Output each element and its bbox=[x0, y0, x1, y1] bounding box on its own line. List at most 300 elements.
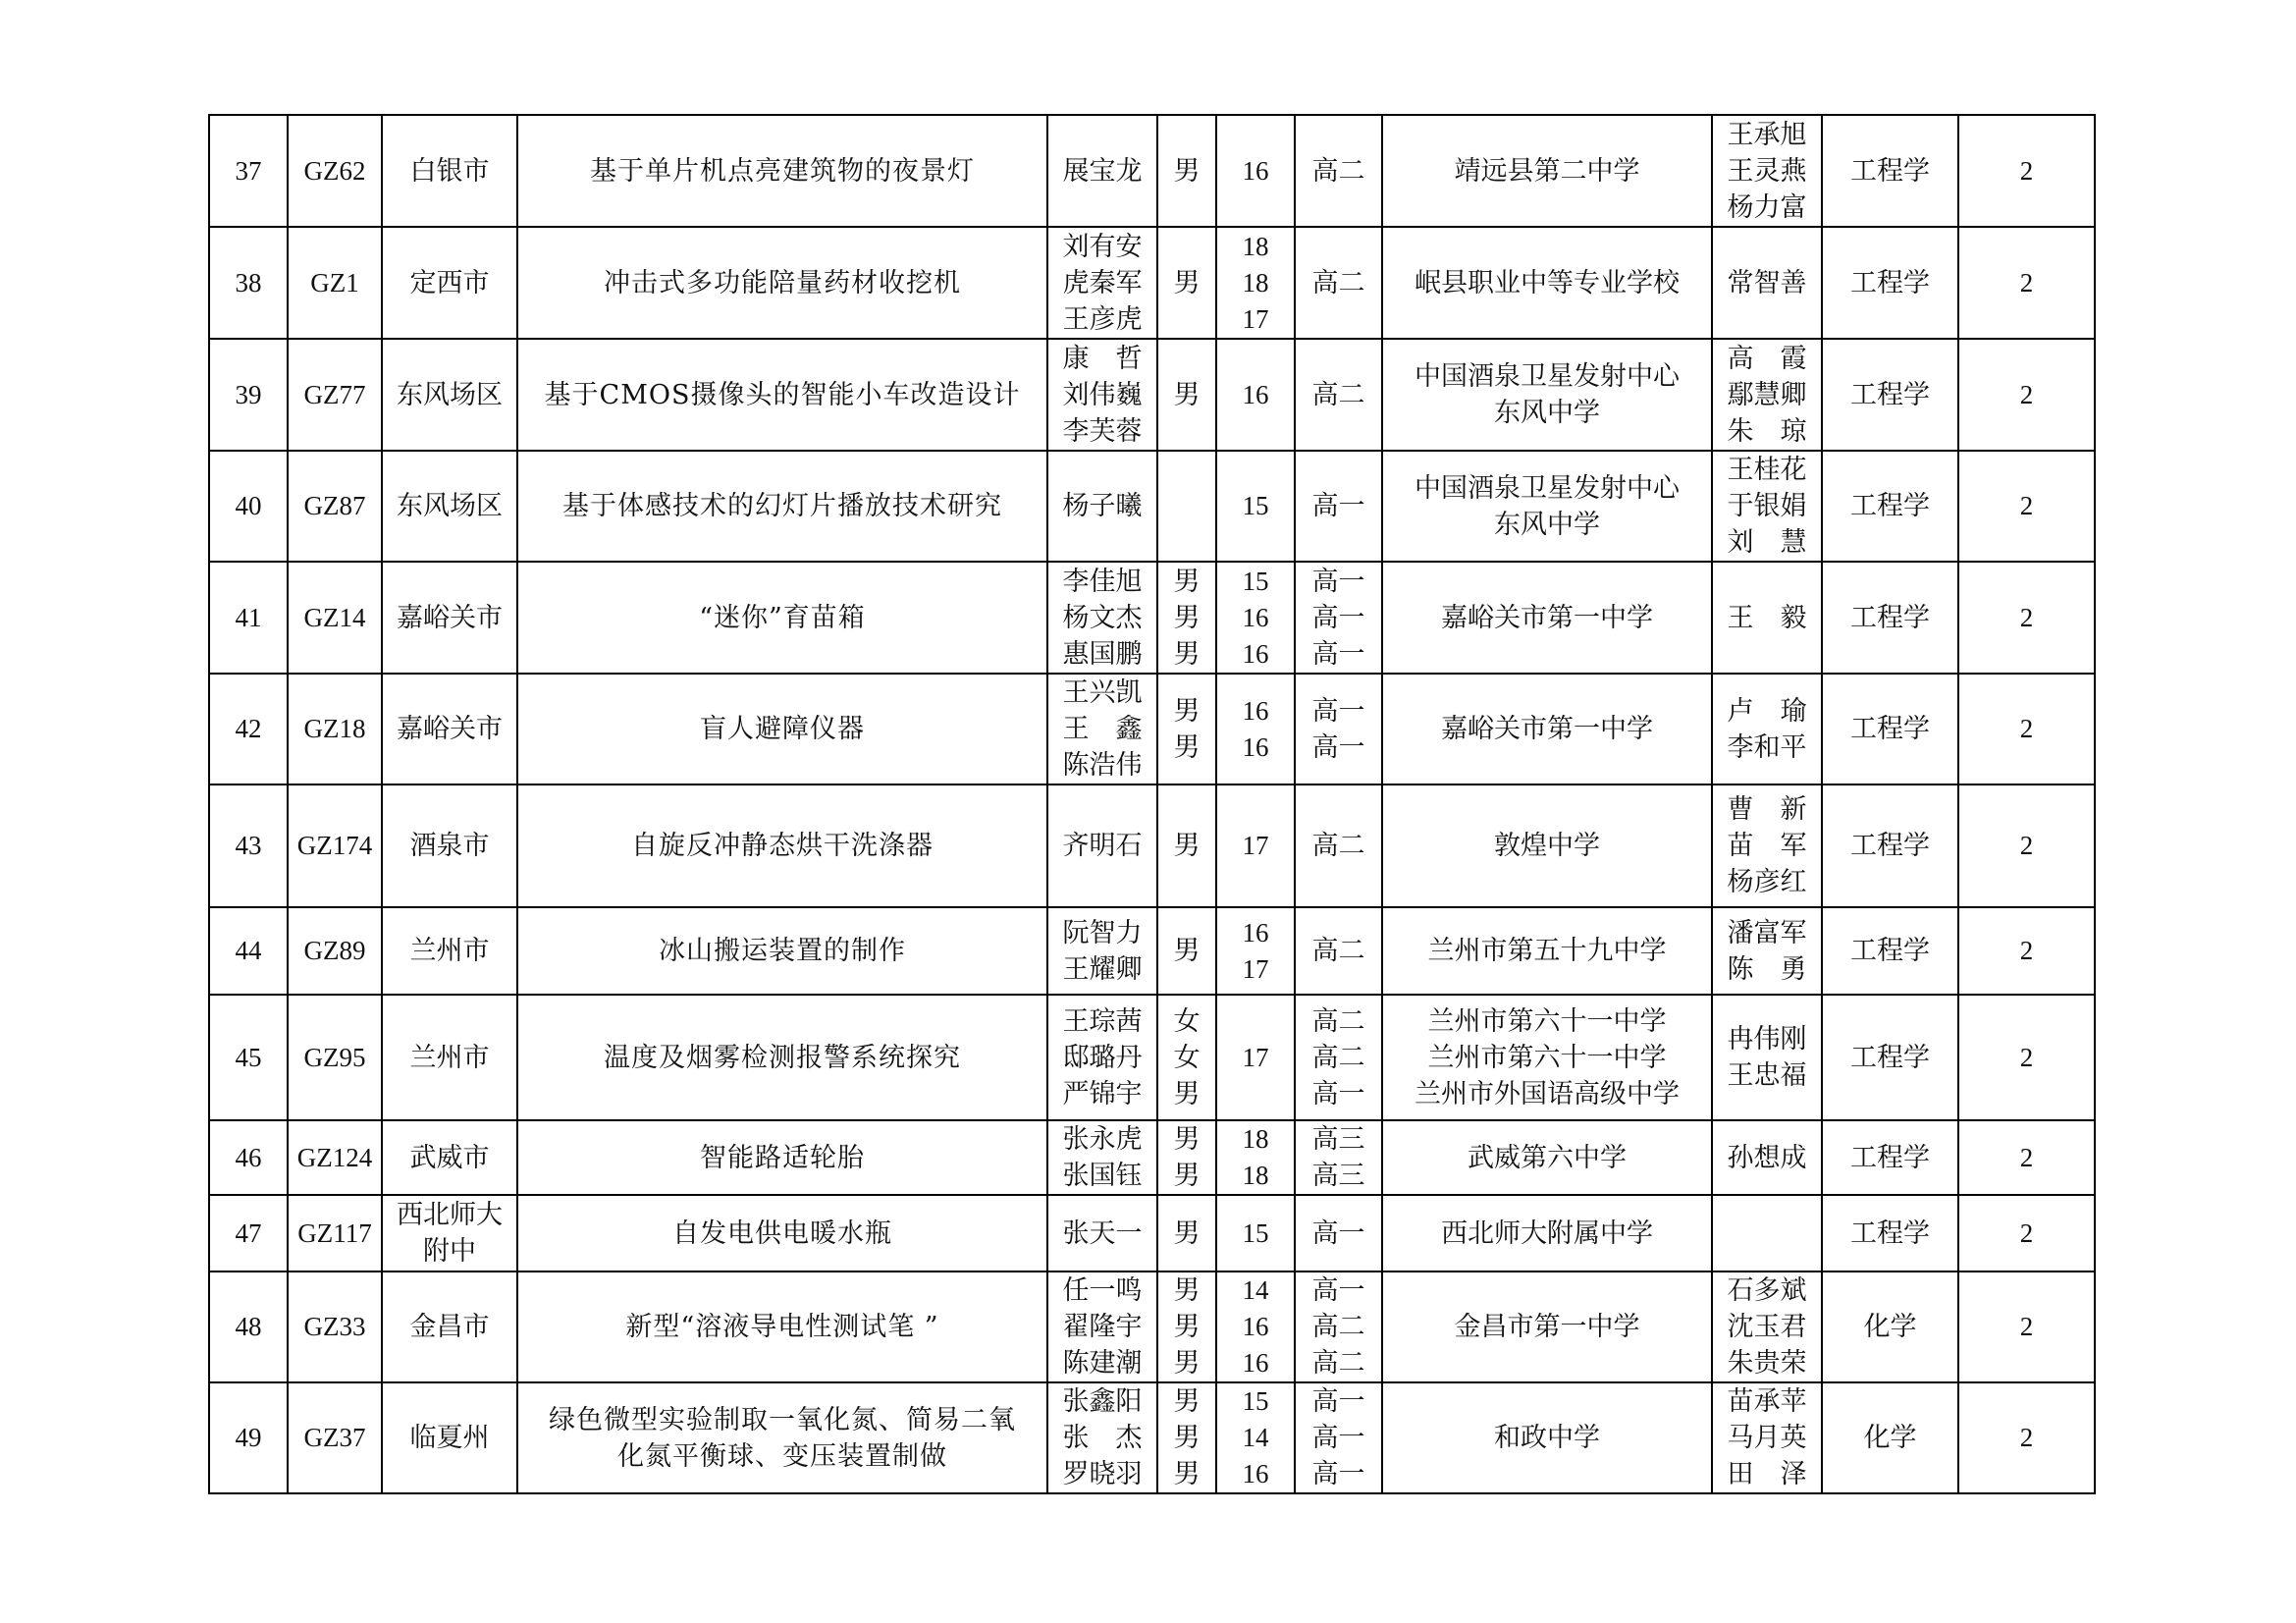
category: 2 bbox=[1958, 115, 2095, 227]
student-gender bbox=[1157, 227, 1216, 339]
teacher-names-line: 田 泽 bbox=[1727, 1459, 1807, 1489]
school-name bbox=[1382, 1382, 1712, 1493]
project-title bbox=[517, 1271, 1047, 1382]
student-gender-line: 男 bbox=[1173, 1423, 1201, 1453]
student-age bbox=[1216, 1120, 1295, 1195]
subject: 工程学 bbox=[1822, 562, 1958, 674]
student-names-line: 王兴凯 bbox=[1062, 677, 1143, 708]
student-grade bbox=[1295, 995, 1382, 1120]
table-row bbox=[209, 1195, 2095, 1271]
student-names bbox=[1047, 784, 1157, 907]
student-grade-line: 高一 bbox=[1311, 638, 1365, 670]
student-names-line: 邸璐丹 bbox=[1062, 1042, 1143, 1073]
project-title-line: 冰山搬运装置的制作 bbox=[659, 936, 906, 966]
student-names-line: 王 鑫 bbox=[1062, 714, 1143, 744]
student-age bbox=[1216, 562, 1295, 674]
teacher-names-line: 杨力富 bbox=[1727, 191, 1807, 223]
project-title bbox=[517, 907, 1047, 995]
subject: 化学 bbox=[1822, 1382, 1958, 1493]
school-name bbox=[1382, 562, 1712, 674]
student-age bbox=[1216, 339, 1295, 451]
student-grade-line: 高二 bbox=[1311, 1042, 1365, 1073]
student-grade-line: 高二 bbox=[1311, 155, 1365, 187]
project-code: GZ37 bbox=[288, 1382, 382, 1493]
student-grade-line: 高一 bbox=[1311, 695, 1365, 727]
teacher-names-line: 王承旭 bbox=[1727, 119, 1807, 150]
student-names-line: 张国钰 bbox=[1062, 1161, 1143, 1191]
student-age bbox=[1216, 451, 1295, 562]
school-name-line: 东风中学 bbox=[1494, 509, 1600, 540]
student-gender-line: 男 bbox=[1173, 638, 1201, 670]
table-body bbox=[209, 115, 2095, 1493]
table-row bbox=[209, 1120, 2095, 1195]
project-code: GZ33 bbox=[288, 1271, 382, 1382]
student-names-line: 刘有安 bbox=[1062, 231, 1143, 262]
teacher-names bbox=[1712, 115, 1822, 227]
category: 2 bbox=[1958, 995, 2095, 1120]
student-gender-line: 男 bbox=[1173, 267, 1201, 298]
region: 嘉峪关市 bbox=[382, 562, 517, 674]
region: 东风场区 bbox=[382, 339, 517, 451]
table-row bbox=[209, 562, 2095, 674]
project-code: GZ77 bbox=[288, 339, 382, 451]
student-age bbox=[1216, 995, 1295, 1120]
teacher-names-line: 冉伟刚 bbox=[1727, 1024, 1807, 1055]
project-code: GZ18 bbox=[288, 674, 382, 784]
school-name-line: 嘉峪关市第一中学 bbox=[1441, 714, 1653, 744]
project-title bbox=[517, 1195, 1047, 1271]
school-name bbox=[1382, 339, 1712, 451]
row-number: 48 bbox=[209, 1271, 288, 1382]
student-age-line: 16 bbox=[1242, 1312, 1269, 1341]
teacher-names-line: 王忠福 bbox=[1727, 1060, 1807, 1091]
student-age bbox=[1216, 907, 1295, 995]
table-row bbox=[209, 339, 2095, 451]
student-names bbox=[1047, 1195, 1157, 1271]
project-title bbox=[517, 562, 1047, 674]
row-number: 42 bbox=[209, 674, 288, 784]
teacher-names bbox=[1712, 674, 1822, 784]
student-grade bbox=[1295, 227, 1382, 339]
school-name-line: 西北师大附属中学 bbox=[1441, 1217, 1653, 1249]
student-grade-line: 高二 bbox=[1311, 831, 1365, 861]
student-names bbox=[1047, 1120, 1157, 1195]
category: 2 bbox=[1958, 1195, 2095, 1271]
student-gender-line: 男 bbox=[1173, 936, 1201, 966]
student-age-line: 18 bbox=[1242, 1161, 1269, 1190]
row-number: 38 bbox=[209, 227, 288, 339]
student-grade-line: 高二 bbox=[1311, 1005, 1365, 1037]
region: 武威市 bbox=[382, 1120, 517, 1195]
school-name-line: 嘉峪关市第一中学 bbox=[1441, 602, 1653, 633]
project-title bbox=[517, 1120, 1047, 1195]
project-title-line: 基于单片机点亮建筑物的夜景灯 bbox=[590, 155, 975, 187]
school-name-line: 敦煌中学 bbox=[1494, 831, 1600, 861]
student-gender bbox=[1157, 115, 1216, 227]
teacher-names bbox=[1712, 784, 1822, 907]
region: 东风场区 bbox=[382, 451, 517, 562]
school-name-line: 兰州市第六十一中学 bbox=[1427, 1005, 1667, 1037]
student-grade-line: 高二 bbox=[1311, 1312, 1365, 1342]
student-age-line: 17 bbox=[1242, 831, 1269, 860]
teacher-names-line: 朱 琼 bbox=[1727, 415, 1807, 447]
student-grade-line: 高三 bbox=[1311, 1124, 1365, 1155]
school-name-line: 兰州市外国语高级中学 bbox=[1415, 1078, 1680, 1109]
student-age-line: 16 bbox=[1242, 1348, 1269, 1378]
school-name-line: 靖远县第二中学 bbox=[1454, 155, 1640, 187]
teacher-names bbox=[1712, 907, 1822, 995]
region: 兰州市 bbox=[382, 995, 517, 1120]
student-names bbox=[1047, 674, 1157, 784]
student-gender-line: 男 bbox=[1173, 1275, 1201, 1306]
student-names-line: 杨子曦 bbox=[1062, 491, 1143, 521]
project-code: GZ62 bbox=[288, 115, 382, 227]
student-age bbox=[1216, 1195, 1295, 1271]
teacher-names-line: 朱贵荣 bbox=[1727, 1348, 1807, 1379]
student-names-line: 张永虎 bbox=[1062, 1124, 1143, 1155]
student-age bbox=[1216, 1382, 1295, 1493]
school-name bbox=[1382, 995, 1712, 1120]
school-name-line: 和政中学 bbox=[1494, 1423, 1600, 1453]
teacher-names bbox=[1712, 995, 1822, 1120]
student-grade-line: 高三 bbox=[1311, 1161, 1365, 1191]
teacher-names bbox=[1712, 339, 1822, 451]
student-names bbox=[1047, 339, 1157, 451]
table-row bbox=[209, 227, 2095, 339]
row-number: 44 bbox=[209, 907, 288, 995]
school-name-line: 兰州市第六十一中学 bbox=[1427, 1042, 1667, 1073]
student-gender-line: 男 bbox=[1173, 379, 1201, 410]
subject: 工程学 bbox=[1822, 339, 1958, 451]
student-gender bbox=[1157, 339, 1216, 451]
project-title-line: 冲击式多功能陪量药材收挖机 bbox=[604, 267, 961, 298]
student-age-line: 18 bbox=[1242, 1124, 1269, 1154]
school-name bbox=[1382, 115, 1712, 227]
student-age-line: 15 bbox=[1242, 1386, 1269, 1416]
teacher-names-line: 杨彦红 bbox=[1727, 867, 1807, 897]
student-names bbox=[1047, 1271, 1157, 1382]
category: 2 bbox=[1958, 1120, 2095, 1195]
teacher-names bbox=[1712, 1195, 1822, 1271]
student-gender-line: 女 bbox=[1173, 1042, 1201, 1073]
teacher-names-line: 高 霞 bbox=[1727, 343, 1807, 374]
student-grade-line: 高一 bbox=[1311, 1459, 1365, 1489]
table-row bbox=[209, 995, 2095, 1120]
table-row bbox=[209, 115, 2095, 227]
student-age-line: 17 bbox=[1242, 1042, 1269, 1072]
teacher-names-line: 王桂花 bbox=[1727, 455, 1807, 485]
student-names-line: 翟隆宇 bbox=[1062, 1312, 1143, 1342]
student-names bbox=[1047, 227, 1157, 339]
student-names-line: 罗晓羽 bbox=[1062, 1459, 1143, 1489]
student-gender-line: 男 bbox=[1173, 731, 1201, 763]
student-gender bbox=[1157, 1382, 1216, 1493]
project-code: GZ1 bbox=[288, 227, 382, 339]
project-title bbox=[517, 451, 1047, 562]
project-title-line: 自旋反冲静态烘干洗涤器 bbox=[631, 831, 934, 861]
school-name bbox=[1382, 907, 1712, 995]
student-gender-line: 男 bbox=[1173, 602, 1201, 633]
table-row bbox=[209, 1382, 2095, 1493]
category: 2 bbox=[1958, 907, 2095, 995]
project-title bbox=[517, 1382, 1047, 1493]
row-number: 40 bbox=[209, 451, 288, 562]
subject: 工程学 bbox=[1822, 1120, 1958, 1195]
row-number: 37 bbox=[209, 115, 288, 227]
student-age-line: 16 bbox=[1242, 1459, 1269, 1488]
teacher-names-line: 李和平 bbox=[1727, 731, 1807, 763]
teacher-names-line: 王 毅 bbox=[1727, 602, 1807, 633]
student-names-line: 李芙蓉 bbox=[1062, 415, 1143, 447]
school-name-line: 金昌市第一中学 bbox=[1454, 1312, 1640, 1342]
region: 金昌市 bbox=[382, 1271, 517, 1382]
student-grade-line: 高二 bbox=[1311, 379, 1365, 410]
student-age-line: 15 bbox=[1242, 491, 1269, 520]
teacher-names-line: 鄢慧卿 bbox=[1727, 379, 1807, 410]
project-title bbox=[517, 784, 1047, 907]
school-name bbox=[1382, 1195, 1712, 1271]
project-code: GZ89 bbox=[288, 907, 382, 995]
award-table bbox=[208, 114, 2096, 1494]
student-grade bbox=[1295, 339, 1382, 451]
region: 白银市 bbox=[382, 115, 517, 227]
school-name-line: 武威第六中学 bbox=[1468, 1142, 1627, 1173]
teacher-names-line: 陈 勇 bbox=[1727, 953, 1807, 985]
teacher-names-line: 孙想成 bbox=[1727, 1142, 1807, 1173]
region: 酒泉市 bbox=[382, 784, 517, 907]
school-name-line: 东风中学 bbox=[1494, 398, 1600, 428]
project-title-line: 智能路适轮胎 bbox=[700, 1142, 865, 1173]
region: 临夏州 bbox=[382, 1382, 517, 1493]
row-number: 39 bbox=[209, 339, 288, 451]
subject: 工程学 bbox=[1822, 784, 1958, 907]
category: 2 bbox=[1958, 227, 2095, 339]
student-gender bbox=[1157, 784, 1216, 907]
school-name bbox=[1382, 784, 1712, 907]
student-grade bbox=[1295, 674, 1382, 784]
student-names bbox=[1047, 115, 1157, 227]
teacher-names-line: 苗 军 bbox=[1727, 831, 1807, 861]
student-grade bbox=[1295, 784, 1382, 907]
project-title-line: 基于体感技术的幻灯片播放技术研究 bbox=[562, 491, 1002, 521]
student-gender bbox=[1157, 674, 1216, 784]
student-names bbox=[1047, 995, 1157, 1120]
row-number: 49 bbox=[209, 1382, 288, 1493]
table-row bbox=[209, 784, 2095, 907]
project-title-line: 温度及烟雾检测报警系统探究 bbox=[604, 1042, 961, 1073]
student-age bbox=[1216, 227, 1295, 339]
student-gender bbox=[1157, 1271, 1216, 1382]
student-names bbox=[1047, 451, 1157, 562]
student-gender bbox=[1157, 1120, 1216, 1195]
subject: 工程学 bbox=[1822, 227, 1958, 339]
subject: 工程学 bbox=[1822, 1195, 1958, 1271]
student-names-line: 刘伟巍 bbox=[1062, 379, 1143, 410]
category: 2 bbox=[1958, 451, 2095, 562]
student-grade-line: 高一 bbox=[1311, 602, 1365, 633]
student-names-line: 杨文杰 bbox=[1062, 602, 1143, 633]
student-grade bbox=[1295, 1271, 1382, 1382]
student-names-line: 齐明石 bbox=[1062, 831, 1143, 861]
student-age-line: 16 bbox=[1242, 155, 1269, 186]
student-age-line: 14 bbox=[1242, 1275, 1269, 1305]
row-number: 46 bbox=[209, 1120, 288, 1195]
student-gender-line: 男 bbox=[1173, 1348, 1201, 1379]
project-title-line: 化氮平衡球、变压装置制做 bbox=[617, 1440, 947, 1472]
student-gender bbox=[1157, 995, 1216, 1120]
teacher-names bbox=[1712, 1271, 1822, 1382]
student-grade-line: 高一 bbox=[1311, 1423, 1365, 1453]
table-row bbox=[209, 1271, 2095, 1382]
project-title-line: 绿色微型实验制取一氧化氮、简易二氧 bbox=[549, 1404, 1016, 1435]
student-gender bbox=[1157, 907, 1216, 995]
region: 定西市 bbox=[382, 227, 517, 339]
teacher-names-line: 曹 新 bbox=[1727, 794, 1807, 825]
project-code: GZ124 bbox=[288, 1120, 382, 1195]
student-names-line: 王耀卿 bbox=[1062, 953, 1143, 985]
student-grade bbox=[1295, 451, 1382, 562]
teacher-names bbox=[1712, 227, 1822, 339]
student-age-line: 18 bbox=[1242, 231, 1269, 261]
row-number: 47 bbox=[209, 1195, 288, 1271]
student-gender-line: 男 bbox=[1173, 695, 1201, 727]
table-row bbox=[209, 907, 2095, 995]
student-grade bbox=[1295, 562, 1382, 674]
student-grade bbox=[1295, 1382, 1382, 1493]
school-name-line: 岷县职业中等专业学校 bbox=[1415, 267, 1680, 298]
subject: 工程学 bbox=[1822, 451, 1958, 562]
teacher-names-line: 卢 瑜 bbox=[1727, 695, 1807, 727]
student-age-line: 15 bbox=[1242, 1217, 1269, 1248]
project-title bbox=[517, 674, 1047, 784]
teacher-names-line: 沈玉君 bbox=[1727, 1312, 1807, 1342]
student-names-line: 任一鸣 bbox=[1062, 1275, 1143, 1306]
student-names-line: 展宝龙 bbox=[1062, 155, 1143, 187]
project-title bbox=[517, 339, 1047, 451]
student-names-line: 虎秦军 bbox=[1062, 267, 1143, 298]
student-grade-line: 高二 bbox=[1311, 1348, 1365, 1379]
student-gender-line: 男 bbox=[1173, 1161, 1201, 1191]
project-code: GZ14 bbox=[288, 562, 382, 674]
student-names-line: 严锦宇 bbox=[1062, 1078, 1143, 1109]
project-title-line: 新型“溶液导电性测试笔 ” bbox=[625, 1312, 939, 1342]
student-gender-line: 男 bbox=[1173, 1124, 1201, 1155]
table-row bbox=[209, 674, 2095, 784]
student-age bbox=[1216, 674, 1295, 784]
teacher-names-line: 石多斌 bbox=[1727, 1275, 1807, 1306]
school-name bbox=[1382, 451, 1712, 562]
student-names-line: 张鑫阳 bbox=[1062, 1386, 1143, 1417]
student-gender-line: 男 bbox=[1173, 155, 1201, 187]
student-names bbox=[1047, 907, 1157, 995]
school-name bbox=[1382, 1120, 1712, 1195]
student-gender-line: 女 bbox=[1173, 1005, 1201, 1037]
student-gender-line: 男 bbox=[1173, 1386, 1201, 1417]
project-code: GZ95 bbox=[288, 995, 382, 1120]
project-title-line: 基于CMOS摄像头的智能小车改造设计 bbox=[544, 379, 1021, 410]
student-age-line: 17 bbox=[1242, 953, 1269, 984]
student-gender bbox=[1157, 1195, 1216, 1271]
student-age bbox=[1216, 1271, 1295, 1382]
school-name bbox=[1382, 674, 1712, 784]
student-age-line: 14 bbox=[1242, 1423, 1269, 1452]
student-gender bbox=[1157, 562, 1216, 674]
region: 西北师大附中 bbox=[382, 1195, 517, 1271]
teacher-names-line: 马月英 bbox=[1727, 1423, 1807, 1453]
teacher-names bbox=[1712, 562, 1822, 674]
project-title-line: 盲人避障仪器 bbox=[700, 714, 865, 744]
teacher-names-line: 潘富军 bbox=[1727, 917, 1807, 948]
category: 2 bbox=[1958, 674, 2095, 784]
student-gender-line: 男 bbox=[1173, 566, 1201, 597]
project-code: GZ174 bbox=[288, 784, 382, 907]
school-name bbox=[1382, 227, 1712, 339]
student-grade-line: 高一 bbox=[1311, 1386, 1365, 1417]
student-names-line: 惠国鹏 bbox=[1062, 638, 1143, 670]
student-names-line: 王琮茜 bbox=[1062, 1005, 1143, 1037]
category: 2 bbox=[1958, 784, 2095, 907]
student-age-line: 17 bbox=[1242, 303, 1269, 334]
teacher-names-line: 常智善 bbox=[1727, 267, 1807, 298]
row-number: 45 bbox=[209, 995, 288, 1120]
student-age-line: 16 bbox=[1242, 695, 1269, 726]
student-grade bbox=[1295, 907, 1382, 995]
student-names bbox=[1047, 1382, 1157, 1493]
student-age bbox=[1216, 115, 1295, 227]
student-gender-line: 男 bbox=[1173, 1078, 1201, 1109]
student-names-line: 陈建潮 bbox=[1062, 1348, 1143, 1379]
student-age-line: 16 bbox=[1242, 731, 1269, 762]
subject: 工程学 bbox=[1822, 674, 1958, 784]
student-names bbox=[1047, 562, 1157, 674]
category: 2 bbox=[1958, 1382, 2095, 1493]
project-title bbox=[517, 995, 1047, 1120]
school-name bbox=[1382, 1271, 1712, 1382]
student-grade bbox=[1295, 1120, 1382, 1195]
teacher-names-line: 于银娟 bbox=[1727, 491, 1807, 521]
student-grade bbox=[1295, 1195, 1382, 1271]
student-grade-line: 高一 bbox=[1311, 566, 1365, 597]
category: 2 bbox=[1958, 562, 2095, 674]
student-names-line: 李佳旭 bbox=[1062, 566, 1143, 597]
category: 2 bbox=[1958, 339, 2095, 451]
student-names-line: 陈浩伟 bbox=[1062, 750, 1143, 781]
project-title bbox=[517, 115, 1047, 227]
student-gender-line: 男 bbox=[1173, 1312, 1201, 1342]
teacher-names bbox=[1712, 1382, 1822, 1493]
category: 2 bbox=[1958, 1271, 2095, 1382]
student-names-line: 王彦虎 bbox=[1062, 303, 1143, 335]
row-number: 43 bbox=[209, 784, 288, 907]
student-names-line: 张天一 bbox=[1062, 1217, 1143, 1249]
school-name-line: 兰州市第五十九中学 bbox=[1427, 936, 1667, 966]
student-age-line: 18 bbox=[1242, 267, 1269, 298]
row-number: 41 bbox=[209, 562, 288, 674]
student-gender bbox=[1157, 451, 1216, 562]
region: 嘉峪关市 bbox=[382, 674, 517, 784]
project-title-line: “迷你”育苗箱 bbox=[699, 602, 866, 633]
student-gender-line: 男 bbox=[1173, 831, 1201, 861]
student-age-line: 16 bbox=[1242, 602, 1269, 632]
teacher-names-line: 王灵燕 bbox=[1727, 155, 1807, 187]
subject: 化学 bbox=[1822, 1271, 1958, 1382]
student-grade-line: 高二 bbox=[1311, 936, 1365, 966]
student-names-line: 康 哲 bbox=[1062, 343, 1143, 374]
student-gender-line: 男 bbox=[1173, 1217, 1201, 1249]
subject: 工程学 bbox=[1822, 907, 1958, 995]
student-age-line: 16 bbox=[1242, 379, 1269, 409]
student-grade-line: 高一 bbox=[1311, 1078, 1365, 1109]
